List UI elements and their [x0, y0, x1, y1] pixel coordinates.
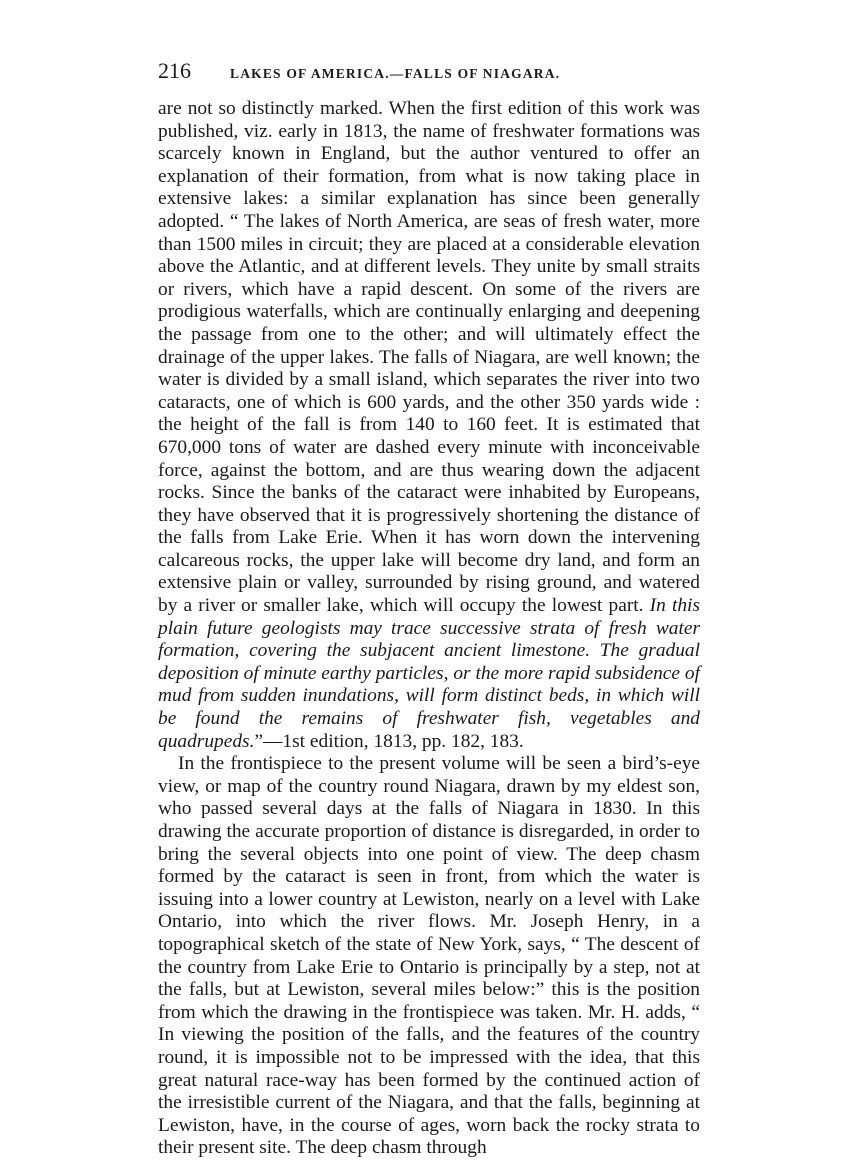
book-page [158, 58, 700, 1160]
paragraph-1-italic-quote: In this plain future geologists may trace successive strata of fresh water formation, covering the subjacent ancient limestone. The gradual deposition of minute earthy particles, or the more rapid subsidence of mud from sudden inundations, will form distinct beds, in which will be found the remains of freshwater fish, vegetables and quadrupeds. [158, 595, 700, 752]
paragraph-1-citation: ”—1st edition, 1813, pp. 182, 183. [254, 730, 524, 752]
paragraph-2 [158, 753, 700, 1160]
page-number: 216 [158, 58, 191, 83]
running-head: LAKES OF AMERICA.—FALLS OF NIAGARA. [230, 66, 561, 81]
paragraph-2-text: In the frontispiece to the present volume will be seen a bird’s-eye view, or map of the country round Niagara, drawn by my eldest son, who passed several days at the falls of Niagara in 1830. In this drawing the accurate proportion of distance is disregarded, in order to bring the several objects into one point of view. The deep chasm formed by the cataract is seen in front, from which the water is issuing into a lower country at Lewiston, nearly on a level with Lake Ontario, into which the river flows. Mr. Joseph Henry, in a topographical sketch of the state of New York, says, “ The descent of the country from Lake Erie to Ontario is principally by a step, not at the falls, but at Lewiston, several miles below:” this is the position from which the drawing in the frontispiece was taken. Mr. H. adds, “ In viewing the position of the falls, and the features of the country round, it is impossible not to be impressed with the idea, that this great natural race-way has been formed by the continued action of the irresistible current of the Niagara, and that the falls, beginning at Lewiston, have, in the course of ages, worn back the rocky strata to their present site. The deep chasm through [158, 753, 700, 1159]
page-body [158, 98, 700, 1160]
paragraph-1 [158, 98, 700, 753]
paragraph-1-text: are not so distinctly marked. When the first edition of this work was published, viz. early in 1813, the name of freshwater formations was scarcely known in England, but the author ventured to offer an explanation of their formation, from what is now taking place in extensive lakes: a similar explanation has since been generally adopted. “ The lakes of North America, are seas of fresh water, more than 1500 miles in circuit; they are placed at a considerable elevation above the Atlantic, and at different levels. They unite by small straits or rivers, which have a rapid descent. On some of the rivers are prodigious waterfalls, which are continually enlarging and deepening the passage from one to the other; and will ultimately effect the drainage of the upper lakes. The falls of Niagara, are well known; the water is divided by a small island, which separates the river into two cataracts, one of which is 600 yards, and the other 350 yards wide : the height of the fall is from 140 to 160 feet. It is estimated that 670,000 tons of water are dashed every minute with inconceivable force, against the bottom, and are thus wearing down the adjacent rocks. Since the banks of the cataract were inhabited by Europeans, they have observed that it is progressively shortening the distance of the falls from Lake Erie. When it has worn down the intervening calcareous rocks, the upper lake will become dry land, and form an extensive plain or valley, surrounded by rising ground, and watered by a river or smaller lake, which will occupy the lowest part. [158, 98, 700, 617]
page-header [158, 58, 700, 94]
